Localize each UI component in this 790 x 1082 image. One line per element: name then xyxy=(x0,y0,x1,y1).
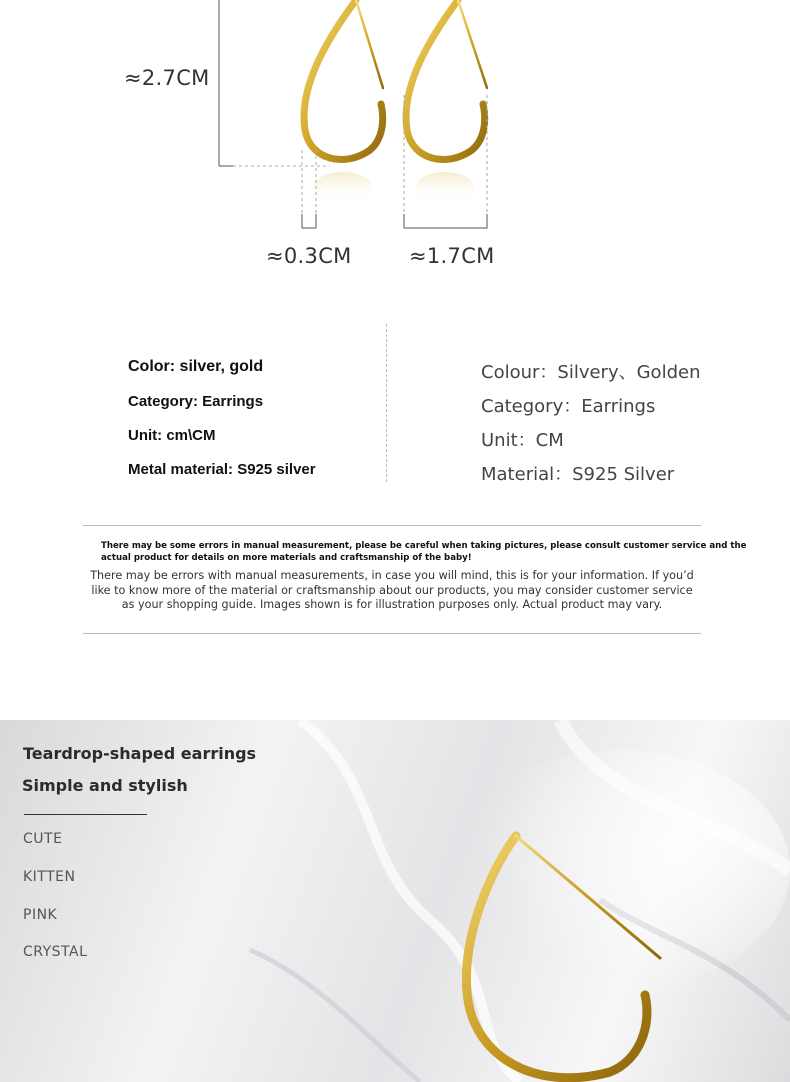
wire-dimension-label: ≈0.3CM xyxy=(266,244,352,268)
earring-dimension-illustration xyxy=(0,0,790,300)
hero-banner xyxy=(0,720,790,1082)
earring-right-icon xyxy=(406,0,487,204)
notice-bold-line-2: actual product for details on more materials and craftsmanship of the baby! xyxy=(101,553,472,563)
notice-top-rule xyxy=(83,525,701,526)
hero-tag-kitten: KITTEN xyxy=(23,869,76,885)
notice-bottom-rule xyxy=(83,633,701,634)
hero-title-rule xyxy=(24,814,147,815)
hero-earring-image xyxy=(0,720,790,1082)
spec-color-left: Color: silver, gold xyxy=(128,358,264,375)
hero-title-1: Teardrop-shaped earrings xyxy=(23,744,257,763)
width-dimension-label: ≈1.7CM xyxy=(409,244,495,268)
notice-body-line-1: There may be errors with manual measurements, in case you will mind, this is for your information. If you’d xyxy=(90,569,694,582)
spec-material-right: Material：S925 Silver xyxy=(481,464,675,485)
notice-body-line-3: as your shopping guide. Images shown is for illustration purposes only. Actual product may vary. xyxy=(121,598,663,611)
spec-category-right: Category：Earrings xyxy=(481,396,656,417)
spec-unit-left: Unit: cm\CM xyxy=(128,427,216,444)
hero-tag-crystal: CRYSTAL xyxy=(23,944,88,960)
notice-bold-line-1: There may be some errors in manual measurement, please be careful when taking pictures, please consult customer service and the xyxy=(101,541,747,551)
notice-body xyxy=(83,569,701,613)
hero-tag-pink: PINK xyxy=(23,907,58,923)
earring-left-icon xyxy=(304,0,383,204)
notice-body-line-2: like to know more of the material or craftsmanship about our products, you may consider customer service xyxy=(91,583,693,597)
height-dimension-label: ≈2.7CM xyxy=(124,66,210,90)
specs-divider xyxy=(386,324,387,482)
hero-tag-cute: CUTE xyxy=(23,831,63,847)
hero-title-2: Simple and stylish xyxy=(22,776,188,795)
spec-category-left: Category: Earrings xyxy=(128,393,264,410)
spec-material-left: Metal material: S925 silver xyxy=(128,461,316,478)
spec-unit-right: Unit：CM xyxy=(481,430,564,451)
spec-colour-right: Colour：Silvery、Golden xyxy=(481,362,701,383)
height-bracket xyxy=(219,0,233,166)
